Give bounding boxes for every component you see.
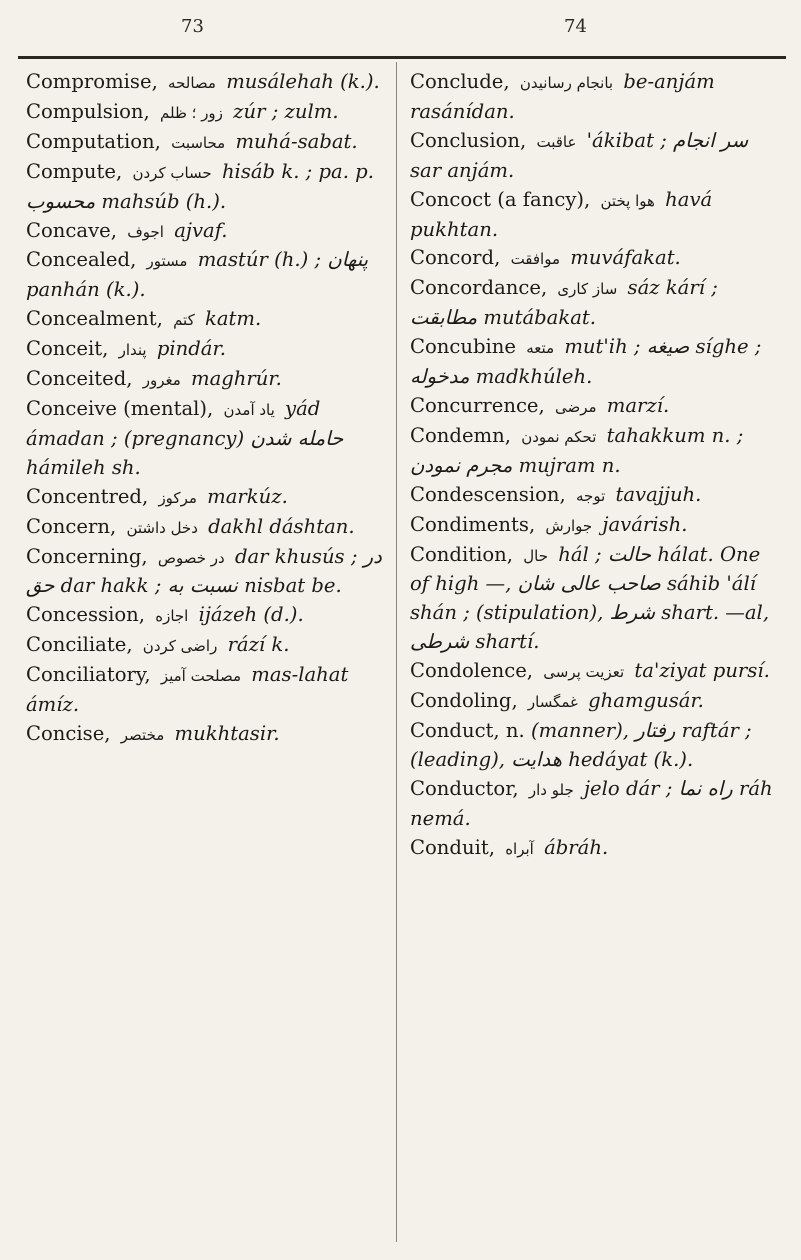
entry-headword: Condescension,	[410, 482, 566, 506]
entry-headword: Condoling,	[410, 689, 518, 713]
entry-transliteration: mut'ih ; صیغه síghe ; مدخوله madkhúleh.	[410, 335, 762, 389]
entry-persian: جلو دار	[528, 780, 574, 799]
entry-persian: مغرور	[142, 371, 181, 390]
dictionary-entry	[26, 365, 401, 395]
dictionary-entry	[26, 128, 401, 158]
entry-persian: مستور	[146, 252, 188, 271]
entry-headword: Concern,	[26, 514, 117, 538]
entry-transliteration: rází k.	[227, 633, 290, 657]
entry-persian: مرضی	[554, 397, 597, 416]
dictionary-entry	[26, 395, 401, 483]
entry-persian: موافقت	[510, 250, 561, 269]
dictionary-entry	[410, 274, 785, 333]
entry-persian: اجوف	[127, 222, 164, 241]
entry-persian: مختصر	[120, 725, 165, 744]
dictionary-entry	[410, 657, 785, 687]
entry-headword: Concubine	[410, 335, 517, 359]
entry-persian: ساز کاری	[557, 280, 618, 299]
dictionary-entry	[26, 335, 401, 365]
dictionary-entry	[26, 158, 401, 217]
entry-transliteration: hisáb k. ; pa. p. محسوب mahsúb (h.).	[26, 159, 374, 213]
entry-transliteration: ajvaf.	[174, 218, 228, 242]
entry-transliteration: muhá-sabat.	[235, 129, 358, 153]
entry-headword: Concealment,	[26, 307, 163, 331]
entry-persian: تحکم نمودن	[521, 427, 597, 446]
entry-persian: جوارش	[545, 516, 593, 535]
entry-transliteration: ta'ziyat pursí.	[634, 659, 770, 683]
entry-headword: Conceit,	[26, 337, 109, 361]
entry-transliteration: katm.	[204, 307, 262, 331]
dictionary-entry	[26, 631, 401, 661]
entry-transliteration: muváfakat.	[570, 246, 681, 270]
entry-transliteration: markúz.	[207, 484, 288, 508]
page-number-right: 74	[564, 16, 587, 37]
dictionary-entry	[26, 601, 401, 631]
entry-persian: توجه	[576, 486, 606, 505]
dictionary-entry	[26, 305, 401, 335]
entry-persian: حال	[523, 546, 548, 565]
entry-persian: کتم	[173, 311, 195, 330]
entry-headword: Conduct, n.	[410, 718, 525, 742]
entry-headword: Concealed,	[26, 248, 137, 272]
left-column	[26, 68, 401, 750]
entry-persian: راضی کردن	[142, 637, 218, 656]
entry-headword: Conciliate,	[26, 633, 133, 657]
entry-transliteration: havá pukhtan.	[410, 187, 713, 241]
entry-persian: مرکوز	[158, 488, 197, 507]
dictionary-entry	[26, 217, 401, 247]
entry-headword: Concoct (a fancy),	[410, 187, 591, 211]
dictionary-entry	[410, 333, 785, 392]
dictionary-entry	[26, 68, 401, 98]
entry-headword: Concession,	[26, 603, 145, 627]
entry-persian: عاقبت	[536, 132, 577, 151]
dictionary-entry	[410, 68, 785, 127]
header-rule	[18, 56, 786, 59]
entry-headword: Conclude,	[410, 70, 510, 93]
entry-transliteration: dar khusús ; در حق dar hakk ; نسبت به nisbat be.	[26, 544, 382, 598]
entry-transliteration: yád ámadan ; (pregnancy) حامله شدن hámileh sh.	[26, 396, 344, 479]
entry-persian: مصالحه	[168, 74, 216, 92]
dictionary-entry	[410, 481, 785, 511]
entry-headword: Concordance,	[410, 276, 548, 300]
entry-headword: Condolence,	[410, 659, 534, 683]
entry-transliteration: mukhtasir.	[174, 721, 280, 745]
dictionary-entry	[410, 186, 785, 245]
entry-headword: Concord,	[410, 246, 501, 270]
dictionary-entry	[26, 513, 401, 543]
dictionary-entry	[26, 98, 401, 128]
dictionary-entry	[410, 775, 785, 834]
dictionary-entry	[26, 661, 401, 720]
dictionary-entry	[410, 834, 785, 864]
entry-transliteration: sáz kárí ; مطابقت mutábakat.	[410, 276, 718, 330]
entry-transliteration: mastúr (h.) ; پنهان panhán (k.).	[26, 248, 369, 302]
entry-persian: غمگسار	[527, 693, 578, 712]
entry-transliteration: 'ákibat ; سر انجام sar anjám.	[410, 128, 749, 182]
entry-persian: آبراه	[505, 839, 534, 858]
dictionary-entry	[410, 717, 785, 775]
entry-headword: Concentred,	[26, 484, 149, 508]
entry-transliteration: musálehah (k.).	[226, 70, 380, 93]
entry-transliteration: zúr ; zulm.	[233, 99, 339, 123]
entry-transliteration: jelo dár ; راه نما ráh nemá.	[410, 776, 773, 830]
entry-headword: Conduit,	[410, 835, 495, 859]
dictionary-entry	[410, 392, 785, 422]
entry-headword: Conclusion,	[410, 128, 527, 152]
entry-transliteration: (manner), رفتار raftár ; (leading), هدایت hedáyat (k.).	[410, 718, 752, 771]
entry-headword: Condition,	[410, 542, 514, 566]
entry-persian: محاسبت	[171, 133, 226, 152]
entry-headword: Condiments,	[410, 512, 536, 536]
entry-persian: پندار	[118, 341, 147, 360]
page-number-left: 73	[181, 16, 204, 37]
entry-transliteration: be-anjám rasánídan.	[410, 70, 715, 123]
entry-persian: حساب کردن	[132, 163, 212, 182]
entry-headword: Concave,	[26, 218, 117, 242]
dictionary-entry	[410, 687, 785, 717]
entry-transliteration: dakhl dáshtan.	[208, 514, 355, 538]
entry-transliteration: javárish.	[602, 512, 688, 536]
entry-transliteration: maghrúr.	[191, 367, 282, 391]
dictionary-entry	[26, 543, 401, 602]
entry-headword: Compulsion,	[26, 99, 150, 123]
dictionary-entry	[26, 483, 401, 513]
entry-headword: Compromise,	[26, 70, 158, 93]
dictionary-entry	[410, 127, 785, 186]
entry-persian: مصلحت آمیز	[160, 667, 242, 686]
entry-headword: Concurrence,	[410, 393, 545, 417]
entry-headword: Condemn,	[410, 423, 511, 447]
entry-transliteration: tahakkum n. ; مجرم نمودن mujram n.	[410, 423, 744, 477]
entry-transliteration: mas-lahat ámíz.	[26, 663, 349, 717]
entry-headword: Conductor,	[410, 776, 519, 800]
entry-persian: یاد آمدن	[223, 400, 275, 419]
entry-persian: اجازه	[155, 607, 189, 626]
entry-persian: دخل داشتن	[126, 518, 198, 537]
entry-persian: زور ؛ ظلم	[160, 103, 223, 122]
entry-headword: Compute,	[26, 159, 123, 183]
dictionary-entry	[410, 541, 785, 658]
entry-transliteration: pindár.	[156, 337, 226, 361]
entry-transliteration: hál ; حالت hálat. One of high —, صاحب عالی شان sáhib 'álí shán ; (stipulation), شرط shart. —al, شرطی shartí.	[410, 542, 770, 654]
entry-persian: هوا پختن	[600, 191, 655, 210]
entry-persian: متعه	[526, 339, 555, 358]
entry-headword: Concise,	[26, 721, 111, 745]
entry-headword: Concerning,	[26, 544, 148, 568]
dictionary-entry	[410, 422, 785, 481]
entry-persian: در خصوص	[157, 548, 225, 567]
right-column	[410, 68, 785, 863]
entry-persian: تعزیت پرسی	[543, 663, 625, 682]
dictionary-entry	[26, 720, 401, 750]
entry-transliteration: ijázeh (d.).	[198, 603, 304, 627]
entry-transliteration: ábráh.	[544, 835, 609, 859]
entry-headword: Computation,	[26, 129, 161, 153]
entry-headword: Conceive (mental),	[26, 396, 214, 420]
entry-transliteration: tavajjuh.	[615, 482, 702, 506]
entry-transliteration: ghamgusár.	[588, 689, 704, 713]
dictionary-entry	[26, 246, 401, 305]
entry-headword: Conciliatory,	[26, 663, 151, 687]
dictionary-entry	[410, 244, 785, 274]
dictionary-entry	[410, 511, 785, 541]
entry-transliteration: marzí.	[606, 393, 670, 417]
entry-headword: Conceited,	[26, 367, 133, 391]
entry-persian: بانجام رسانیدن	[519, 74, 614, 92]
